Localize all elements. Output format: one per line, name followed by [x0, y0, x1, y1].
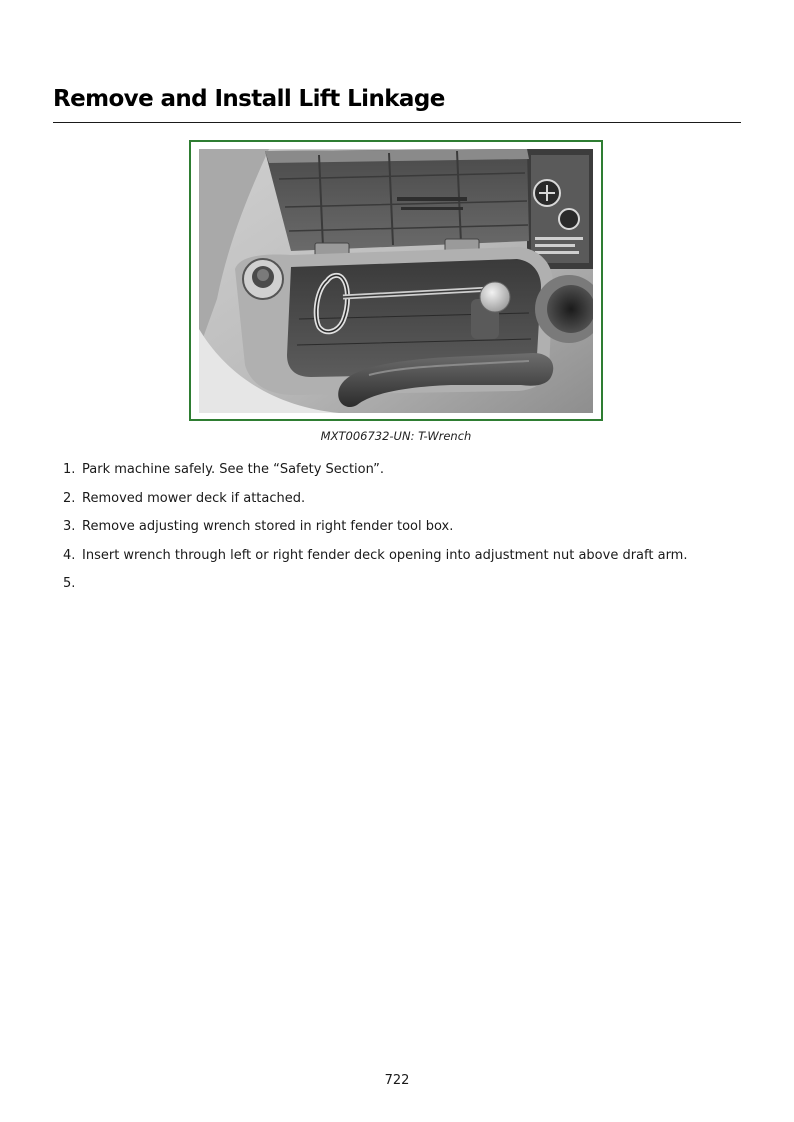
step-text: Removed mower deck if attached.	[82, 490, 306, 506]
title-divider	[53, 122, 741, 123]
step-number: 3.	[63, 519, 76, 534]
step-item	[63, 545, 763, 574]
step-number: 1.	[63, 462, 76, 477]
step-item	[63, 516, 763, 545]
step-text: Remove adjusting wrench stored in right fender tool box.	[82, 519, 454, 534]
t-wrench-tool-box-photo	[199, 149, 593, 413]
step-text: Park machine safely. See the “Safety Section”.	[82, 462, 385, 477]
step-number: 4.	[63, 547, 76, 563]
page-number: 722	[384, 1073, 410, 1088]
step-item	[63, 573, 763, 602]
step-text: Insert wrench through left or right fender deck opening into adjustment nut above draft arm.	[82, 547, 688, 563]
step-number: 5.	[63, 576, 76, 591]
step-number: 2.	[63, 490, 76, 506]
figure-caption: MXT006732-UN: T-Wrench	[320, 429, 472, 443]
procedure-steps	[63, 459, 763, 602]
page-title: Remove and Install Lift Linkage	[53, 86, 445, 112]
step-item	[63, 488, 763, 517]
step-item	[63, 459, 763, 488]
figure-frame	[189, 140, 603, 421]
